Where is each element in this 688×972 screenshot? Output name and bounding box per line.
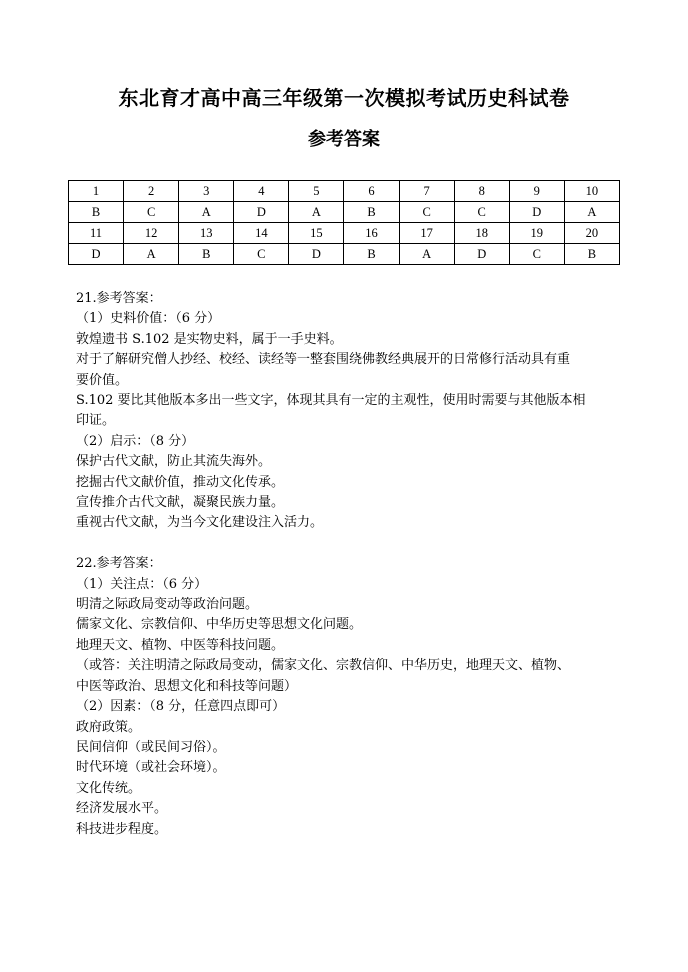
question-number-cell: 1 xyxy=(69,181,124,202)
q22-part2-line: 科技进步程度。 xyxy=(76,821,168,837)
answer-cell: B xyxy=(344,202,399,223)
section-spacer xyxy=(76,534,621,554)
question-number-cell: 10 xyxy=(564,181,619,202)
q21-part1-line: 印证。 xyxy=(76,413,116,429)
question-number-cell: 20 xyxy=(564,223,619,244)
question-number-cell: 18 xyxy=(454,223,509,244)
table-row xyxy=(69,202,620,223)
table-row xyxy=(69,223,620,244)
question-number-cell: 11 xyxy=(69,223,124,244)
question-number-cell: 6 xyxy=(344,181,399,202)
q21-part2-line: 重视古代文献，为当今文化建设注入活力。 xyxy=(76,515,324,531)
q21-part1-line: 敦煌遗书 S.102 是实物史料，属于一手史料。 xyxy=(76,331,343,347)
question-number-cell: 5 xyxy=(289,181,344,202)
question-number-cell: 17 xyxy=(399,223,454,244)
answer-cell: A xyxy=(399,244,454,265)
answer-cell: D xyxy=(289,244,344,265)
q21-part2-line: 挖掘古代文献价值，推动文化传承。 xyxy=(76,474,285,490)
question-number-cell: 14 xyxy=(234,223,289,244)
q22-part1-line: 儒家文化、宗教信仰、中华历史等思想文化问题。 xyxy=(76,617,363,633)
q22-part2-line: 政府政策。 xyxy=(76,719,142,735)
answer-cell: D xyxy=(234,202,289,223)
question-number-cell: 19 xyxy=(509,223,564,244)
answer-table xyxy=(68,180,620,265)
answer-cell: B xyxy=(564,244,619,265)
answer-content xyxy=(76,289,621,840)
answer-cell: A xyxy=(564,202,619,223)
answer-cell: B xyxy=(179,244,234,265)
q22-part1-line: 中医等政治、思想文化和科技等问题） xyxy=(76,678,298,694)
question-number-cell: 16 xyxy=(344,223,399,244)
q22-part1-label: （1）关注点：（6 分） xyxy=(76,576,208,592)
q22-part2-line: 文化传统。 xyxy=(76,780,142,796)
q21-part2-line: 保护古代文献，防止其流失海外。 xyxy=(76,454,272,470)
answer-cell: C xyxy=(234,244,289,265)
q22-part2-label: （2）因素：（8 分，任意四点即可） xyxy=(76,699,286,715)
q21-part1-label: （1）史料价值：（6 分） xyxy=(76,311,221,327)
q21-part1-line: 对于了解研究僧人抄经、校经、读经等一整套围绕佛教经典展开的日常修行活动具有重 xyxy=(76,352,571,368)
answer-cell: D xyxy=(69,244,124,265)
answer-cell: A xyxy=(289,202,344,223)
q21-part1-line: 要价值。 xyxy=(76,372,129,388)
q22-part2-line: 民间信仰（或民间习俗）。 xyxy=(76,739,226,755)
question-number-cell: 3 xyxy=(179,181,234,202)
table-row xyxy=(69,181,620,202)
q22-part1-line: （或答：关注明清之际政局变动，儒家文化、宗教信仰、中华历史，地理天文、植物、 xyxy=(76,658,571,674)
q22-part2-line: 经济发展水平。 xyxy=(76,801,168,817)
answer-cell: B xyxy=(344,244,399,265)
answer-cell: C xyxy=(454,202,509,223)
question-number-cell: 2 xyxy=(124,181,179,202)
answer-cell: D xyxy=(454,244,509,265)
q22-part1-line: 地理天文、植物、中医等科技问题。 xyxy=(76,637,285,653)
q21-part2-label: （2）启示：（8 分） xyxy=(76,433,195,449)
page-title: 东北育才高中高三年级第一次模拟考试历史科试卷 xyxy=(118,86,570,110)
answer-cell: D xyxy=(509,202,564,223)
question-number-cell: 12 xyxy=(124,223,179,244)
question-number-cell: 8 xyxy=(454,181,509,202)
question-number-cell: 15 xyxy=(289,223,344,244)
question-number-cell: 13 xyxy=(179,223,234,244)
answer-cell: C xyxy=(399,202,454,223)
q22-part1-line: 明清之际政局变动等政治问题。 xyxy=(76,597,259,613)
answer-cell: A xyxy=(179,202,234,223)
answer-cell: B xyxy=(69,202,124,223)
q22-heading: 22.参考答案： xyxy=(76,556,162,572)
question-number-cell: 7 xyxy=(399,181,454,202)
q22-part2-line: 时代环境（或社会环境）。 xyxy=(76,760,226,776)
answer-cell: C xyxy=(509,244,564,265)
question-number-cell: 4 xyxy=(234,181,289,202)
q21-part1-line: S.102 要比其他版本多出一些文字，体现其具有一定的主观性，使用时需要与其他版本相 xyxy=(76,393,586,409)
answer-cell: A xyxy=(124,244,179,265)
q21-part2-line: 宣传推介古代文献，凝聚民族力量。 xyxy=(76,495,285,511)
question-number-cell: 9 xyxy=(509,181,564,202)
answer-cell: C xyxy=(124,202,179,223)
page-subtitle: 参考答案 xyxy=(308,129,380,150)
table-row xyxy=(69,244,620,265)
q21-heading: 21.参考答案： xyxy=(76,291,162,306)
